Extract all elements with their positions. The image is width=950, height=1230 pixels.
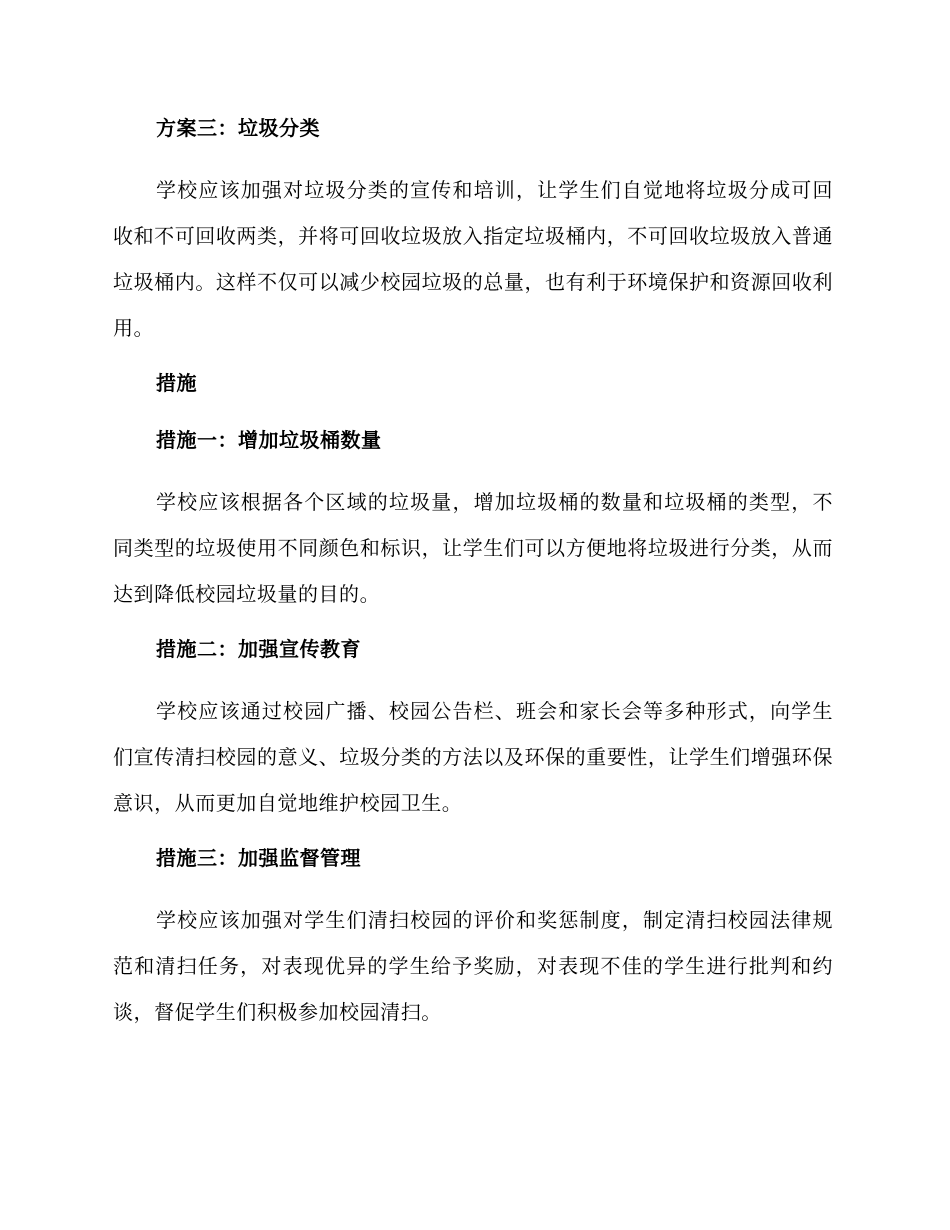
- document-page: [113, 110, 833, 1049]
- section-heading-measure-three: 措施三：加强监督管理: [156, 846, 361, 870]
- paragraph-measure-three: 学校应该加强对学生们清扫校园的评价和奖惩制度，制定清扫校园法律规范和清扫任务，对表现优异的学生给予奖励，对表现不佳的学生进行批判和约谈，督促学生们积极参加校园清扫。: [113, 908, 833, 1024]
- section-heading-measure-two: 措施二：加强宣传教育: [156, 637, 361, 661]
- section-heading-plan-three: 方案三：垃圾分类: [156, 116, 320, 140]
- paragraph-garbage-sorting: 学校应该加强对垃圾分类的宣传和培训，让学生们自觉地将垃圾分成可回收和不可回收两类，并将可回收垃圾放入指定垃圾桶内，不可回收垃圾放入普通垃圾桶内。这样不仅可以减少校园垃圾的总量，也有利于环境保护和资源回收利用。: [113, 178, 833, 340]
- paragraph-measure-one: 学校应该根据各个区域的垃圾量，增加垃圾桶的数量和垃圾桶的类型，不同类型的垃圾使用不同颜色和标识，让学生们可以方便地将垃圾进行分类，从而达到降低校园垃圾量的目的。: [113, 490, 833, 606]
- section-heading-measures: 措施: [156, 371, 197, 395]
- section-heading-measure-one: 措施一：增加垃圾桶数量: [156, 428, 382, 452]
- paragraph-measure-two: 学校应该通过校园广播、校园公告栏、班会和家长会等多种形式，向学生们宣传清扫校园的意义、垃圾分类的方法以及环保的重要性，让学生们增强环保意识，从而更加自觉地维护校园卫生。: [113, 699, 833, 815]
